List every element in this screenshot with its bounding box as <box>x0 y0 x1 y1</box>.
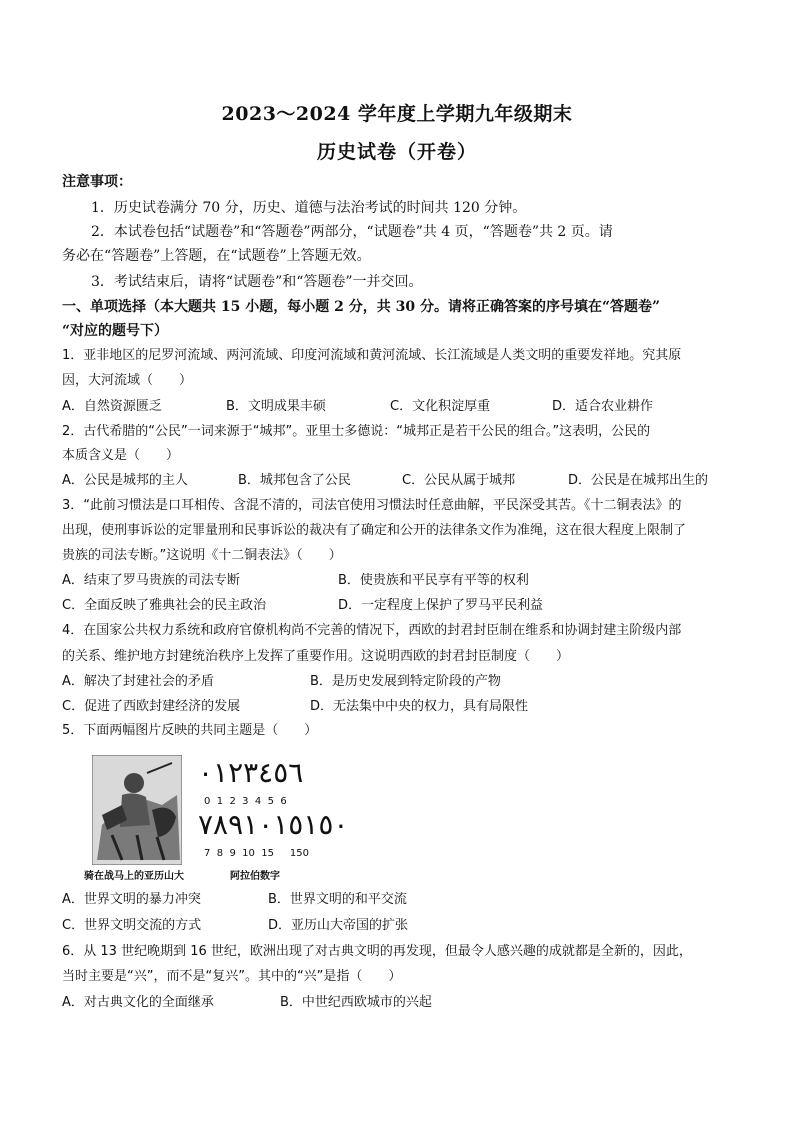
question-3-options-row2 <box>62 596 742 616</box>
question-3-line3: 贵族的司法专断。”这说明《十二铜表法》（ ） <box>62 548 342 563</box>
question-5-options-row1 <box>62 890 742 910</box>
option-a[interactable]: A．自然资源匮乏 <box>62 399 162 414</box>
arabic-digits-row2: ٧٨٩١٠١٥١٥٠ <box>198 808 349 841</box>
option-a[interactable]: A．对古典文化的全面继承 <box>62 995 214 1010</box>
question-4-options-row1 <box>62 672 742 692</box>
option-a[interactable]: A．结束了罗马贵族的司法专断 <box>62 573 240 588</box>
question-2-line1: 2．古代希腊的“公民”一词来源于“城邦”。亚里士多德说：“城邦正是若干公民的组合。”这表明，公民的 <box>62 424 651 439</box>
question-6-line1: 6．从 13 世纪晚期到 16 世纪，欧洲出现了对古典文明的再发现，但最令人感兴趣的成就都是全新的，因此， <box>62 944 692 959</box>
alexander-mosaic-icon <box>92 755 182 865</box>
option-d[interactable]: D．无法集中中央的权力，具有局限性 <box>310 699 529 714</box>
option-a[interactable]: A．世界文明的暴力冲突 <box>62 892 201 907</box>
option-a[interactable]: A．解决了封建社会的矛盾 <box>62 674 214 689</box>
notes-heading: 注意事项： <box>62 174 132 190</box>
option-c[interactable]: C．文化积淀厚重 <box>390 399 491 414</box>
question-3-line2: 出现，使刑事诉讼的定罪量刑和民事诉讼的裁决有了确定和公开的法律条文作为准绳，这在很大程度上限制了 <box>62 523 687 538</box>
note-item-1: 1．历史试卷满分 70 分，历史、道德与法治考试的时间共 120 分钟。 <box>91 200 527 216</box>
option-b[interactable]: B．城邦包含了公民 <box>238 473 351 488</box>
option-b[interactable]: B．世界文明的和平交流 <box>268 892 407 907</box>
western-digits-row1: 0 1 2 3 4 5 6 <box>204 796 287 807</box>
note-item-3: 3．考试结束后，请将“试题卷”和“答题卷”一并交回。 <box>91 274 423 290</box>
question-3-line1: 3．“此前习惯法是口耳相传、含混不清的，司法官使用习惯法时任意曲解，平民深受其苦。《十二铜表法》的 <box>62 498 682 513</box>
option-b[interactable]: B．文明成果丰硕 <box>226 399 326 414</box>
question-6-line2: 当时主要是“兴”，而不是“复兴”。其中的“兴”是指（ ） <box>62 969 402 984</box>
option-a[interactable]: A．公民是城邦的主人 <box>62 473 188 488</box>
option-c[interactable]: C．促进了西欧封建经济的发展 <box>62 699 241 714</box>
arabic-digits-row1: ٠١٢٣٤٥٦ <box>198 756 304 789</box>
option-b[interactable]: B．是历史发展到特定阶段的产物 <box>310 674 501 689</box>
western-digits-row2: 7 8 9 10 15 150 <box>204 848 309 859</box>
section-heading-line2: “对应的题号下） <box>62 323 169 339</box>
question-6-options <box>62 993 742 1013</box>
note-item-2-line2: 务必在“答题卷”上答题，在“试题卷”上答题无效。 <box>62 248 371 264</box>
question-5-line1: 5．下面两幅图片反映的共同主题是（ ） <box>62 723 318 738</box>
section-heading-line1: 一、单项选择（本大题共 15 小题，每小题 2 分，共 30 分。请将正确答案的序号填在“答题卷” <box>62 299 661 315</box>
option-d[interactable]: D．适合农业耕作 <box>552 399 654 414</box>
figure-2-caption: 阿拉伯数字 <box>230 871 280 882</box>
question-4-options-row2 <box>62 697 742 717</box>
question-3-options-row1 <box>62 571 742 591</box>
question-5-options-row2 <box>62 916 742 936</box>
option-d[interactable]: D．公民是在城邦出生的 <box>568 473 709 488</box>
option-c[interactable]: C．公民从属于城邦 <box>402 473 516 488</box>
option-d[interactable]: D．一定程度上保护了罗马平民利益 <box>338 598 544 613</box>
question-1-line1: 1．亚非地区的尼罗河流域、两河流域、印度河流域和黄河流域、长江流域是人类文明的重要发祥地。究其原 <box>62 348 682 363</box>
exam-subtitle: 历史试卷（开卷） <box>316 141 477 163</box>
question-2-options <box>62 471 742 491</box>
arabic-numerals-image <box>196 756 349 864</box>
option-c[interactable]: C．世界文明交流的方式 <box>62 918 202 933</box>
question-2-line2: 本质含义是（ ） <box>62 448 180 463</box>
option-d[interactable]: D．亚历山大帝国的扩张 <box>268 918 409 933</box>
option-b[interactable]: B．中世纪西欧城市的兴起 <box>280 995 432 1010</box>
question-1-options <box>62 397 742 417</box>
note-item-2-line1: 2．本试卷包括“试题卷”和“答题卷”两部分，“试题卷”共 4 页，“答题卷”共 2 页。请 <box>91 224 613 240</box>
option-c[interactable]: C．全面反映了雅典社会的民主政治 <box>62 598 267 613</box>
alexander-mosaic-image <box>92 755 182 865</box>
option-b[interactable]: B．使贵族和平民享有平等的权利 <box>338 573 529 588</box>
question-4-line1: 4．在国家公共权力系统和政府官僚机构尚不完善的情况下，西欧的封君封臣制在维系和协调封建主阶级内部 <box>62 623 682 638</box>
question-4-line2: 的关系、维护地方封建统治秩序上发挥了重要作用。这说明西欧的封君封臣制度（ ） <box>62 649 570 664</box>
figure-1-caption: 骑在战马上的亚历山大 <box>84 871 184 882</box>
question-1-line2: 因，大河流域（ ） <box>62 373 193 388</box>
exam-title: 2023～2024 学年度上学期九年级期末 <box>221 103 573 125</box>
